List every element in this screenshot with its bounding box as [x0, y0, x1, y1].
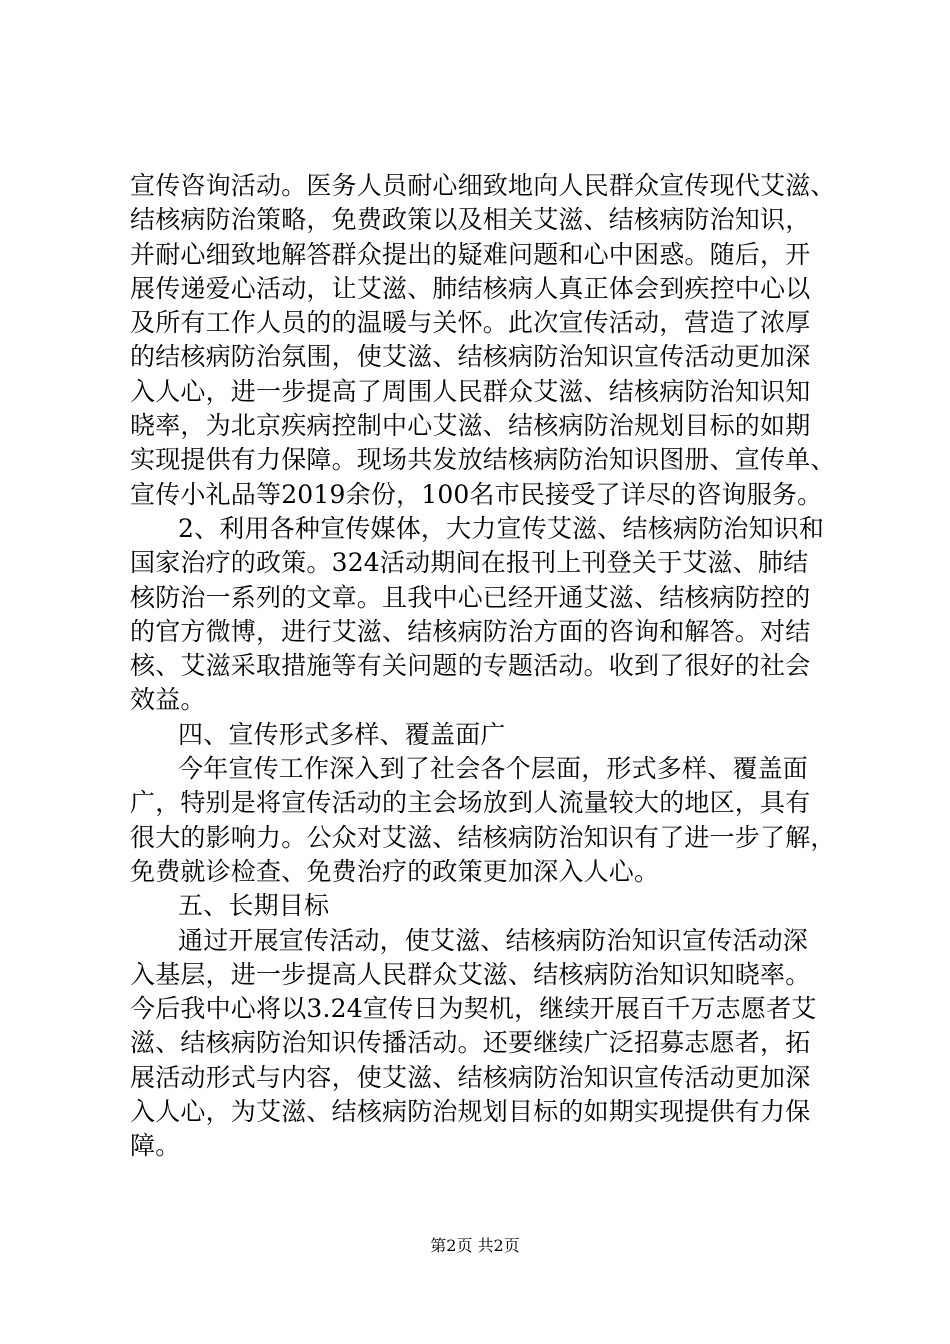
text-line: 很大的影响力。公众对艾滋、结核病防治知识有了进一步了解， — [130, 822, 836, 852]
text-line: 晓率，为北京疾病控制中心艾滋、结核病防治规划目标的如期 — [130, 411, 811, 441]
text-line: 展传递爱心活动，让艾滋、肺结核病人真正体会到疾控中心以 — [130, 273, 811, 303]
text-line: 展活动形式与内容，使艾滋、结核病防治知识宣传活动更加深 — [130, 1062, 811, 1092]
page-footer: 第2页 共2页 — [430, 1236, 520, 1255]
text-line: 免费就诊检查、免费治疗的政策更加深入人心。 — [130, 856, 660, 886]
text-line: 障。 — [130, 1131, 181, 1161]
text-line: 结核病防治策略，免费政策以及相关艾滋、结核病防治知识， — [130, 205, 811, 235]
text-line: 入基层，进一步提高人民群众艾滋、结核病防治知识知晓率。 — [130, 959, 811, 989]
text-line: 的结核病防治氛围，使艾滋、结核病防治知识宣传活动更加深 — [130, 342, 811, 372]
text-line: 今后我中心将以3.24宣传日为契机，继续开展百千万志愿者艾 — [130, 994, 817, 1024]
text-line: 核防治一系列的文章。且我中心已经开通艾滋、结核病防控的 — [130, 582, 811, 612]
text-line: 广，特别是将宣传活动的主会场放到人流量较大的地区，具有 — [130, 788, 811, 818]
text-line: 五、长期目标 — [178, 891, 330, 921]
text-line: 滋、结核病防治知识传播活动。还要继续广泛招募志愿者，拓 — [130, 1028, 811, 1058]
document-body — [130, 169, 836, 1164]
text-line: 及所有工作人员的的温暖与关怀。此次宣传活动，营造了浓厚 — [130, 308, 811, 338]
text-line: 并耐心细致地解答群众提出的疑难问题和心中困惑。随后，开 — [130, 239, 811, 269]
text-line: 四、宣传形式多样、覆盖面广 — [178, 719, 506, 749]
text-line: 国家治疗的政策。324活动期间在报刊上刊登关于艾滋、肺结 — [130, 548, 809, 578]
text-line: 效益。 — [130, 685, 206, 715]
text-line: 今年宣传工作深入到了社会各个层面，形式多样、覆盖面 — [178, 754, 809, 784]
text-line: 实现提供有力保障。现场共发放结核病防治知识图册、宣传单、 — [130, 445, 836, 475]
text-line: 2、利用各种宣传媒体，大力宣传艾滋、结核病防治知识和 — [178, 513, 825, 543]
text-line: 核、艾滋采取措施等有关问题的专题活动。收到了很好的社会 — [130, 651, 811, 681]
text-line: 入人心，为艾滋、结核病防治规划目标的如期实现提供有力保 — [130, 1097, 811, 1127]
text-line: 宣传咨询活动。医务人员耐心细致地向人民群众宣传现代艾滋、 — [130, 171, 836, 200]
text-line: 通过开展宣传活动，使艾滋、结核病防治知识宣传活动深 — [178, 925, 809, 955]
text-line: 的官方微博，进行艾滋、结核病防治方面的咨询和解答。对结 — [130, 616, 811, 646]
text-line: 入人心，进一步提高了周围人民群众艾滋、结核病防治知识知 — [130, 376, 811, 406]
text-line: 宣传小礼品等2019余份，100名市民接受了详尽的咨询服务。 — [130, 479, 823, 509]
